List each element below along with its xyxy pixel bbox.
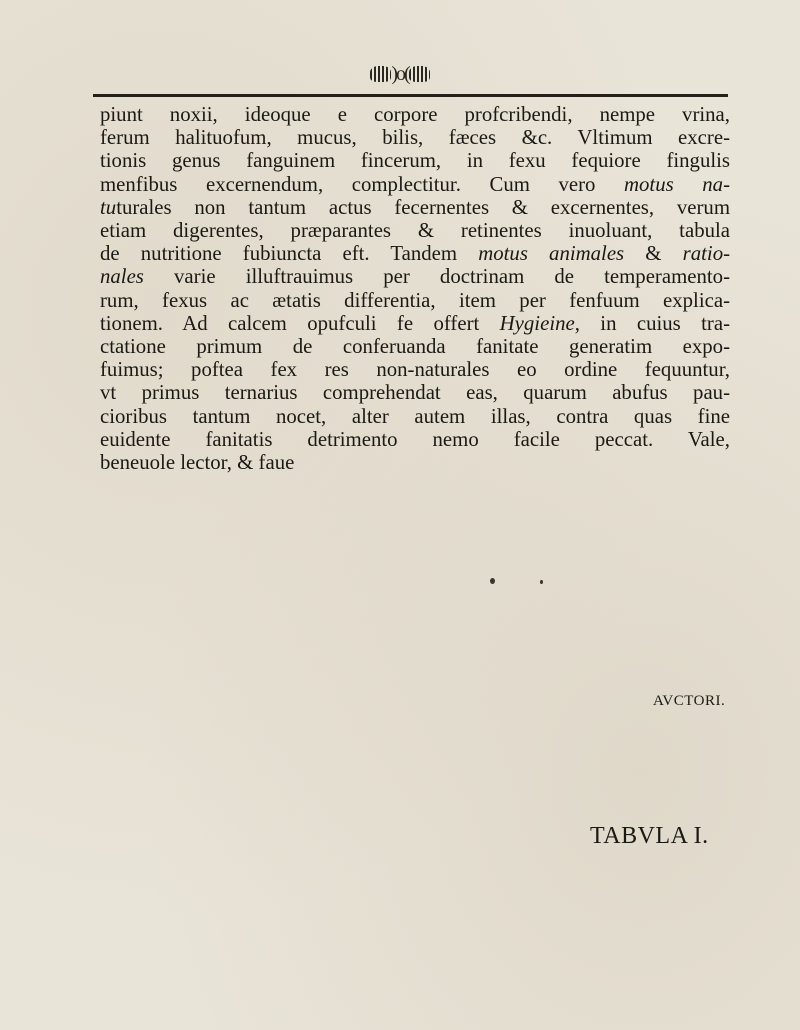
ink-speck <box>540 580 543 584</box>
text-line: piunt noxii, ideoque e corpore profcribendi, nempe vrina, <box>100 103 730 126</box>
text-line: cioribus tantum nocet, alter autem illas, contra quas fine <box>100 404 730 428</box>
text-segment: varie illuftrauimus per doctrinam de temperamento- <box>143 265 730 289</box>
ornament-center: )o( <box>391 63 409 85</box>
text-line: etiam digerentes, præparantes & retinentes inuoluant, tabula <box>100 219 730 243</box>
text-segment: & <box>624 242 683 266</box>
text-line: ctatione primum de conferuanda fanitate generatim expo- <box>100 335 730 359</box>
text-line: beneuole lector, & faue <box>100 451 295 475</box>
text-line: tionis genus fanguinem fincerum, in fexu fequiore fingulis <box>100 149 730 173</box>
signature: AVCTORI. <box>653 693 726 709</box>
italic-term: tu <box>100 195 117 219</box>
text-line <box>100 265 730 288</box>
text-line: rum, fexus ac ætatis differentia, item per fenfuum explica- <box>100 288 730 312</box>
body-paragraph <box>100 103 730 474</box>
text-segment: menfibus excernendum, complectitur. Cum vero <box>100 172 625 196</box>
text-line: fuimus; poftea fex res non-naturales eo ordine fequuntur, <box>100 358 730 382</box>
text-line <box>100 312 730 335</box>
fleuron-icon <box>370 66 391 82</box>
text-segment: tionem. Ad calcem opufculi fe offert <box>100 311 500 335</box>
text-line: vt primus ternarius comprehendat eas, quarum abufus pau- <box>100 381 730 405</box>
header-rule <box>93 94 728 97</box>
fleuron-icon <box>409 66 430 82</box>
text-line: ferum halituofum, mucus, bilis, fæces &c. Vltimum excre- <box>100 126 730 150</box>
text-segment: turales non tantum actus fecernentes & excernentes, verum <box>116 195 730 219</box>
italic-term: motus na- <box>624 172 730 196</box>
italic-term: nales <box>100 265 144 289</box>
text-segment: de nutritione fubiuncta eft. Tandem <box>100 242 479 266</box>
text-segment: , in cuius tra- <box>574 311 731 335</box>
ink-speck <box>490 578 495 584</box>
text-line <box>100 242 730 265</box>
italic-term: Hygieine <box>499 311 575 335</box>
text-line: euidente fanitatis detrimento nemo facile peccat. Vale, <box>100 427 730 451</box>
italic-term: motus animales <box>478 242 625 266</box>
header-ornament <box>370 62 430 86</box>
text-line <box>100 173 730 196</box>
plate-title: TABVLA I. <box>590 823 709 849</box>
italic-term: ratio- <box>682 242 731 266</box>
text-line <box>100 196 730 219</box>
